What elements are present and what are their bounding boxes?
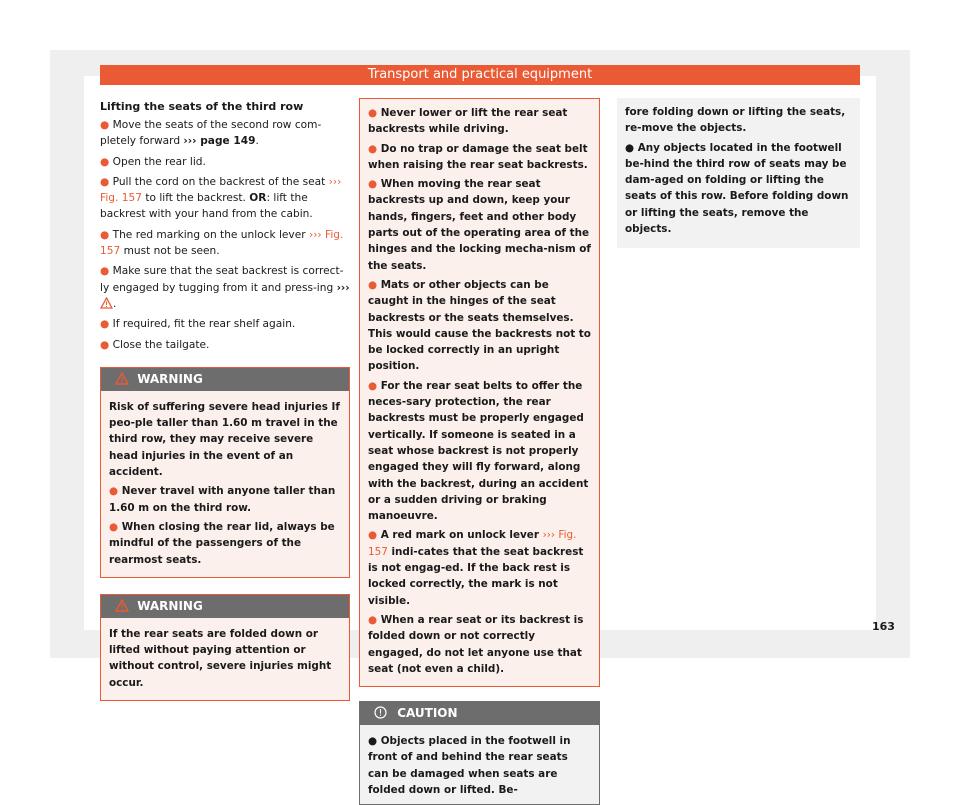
list-item: ● If required, fit the rear shelf again. <box>100 318 296 331</box>
column-2 <box>359 98 600 805</box>
bullet-icon: ● <box>368 613 378 626</box>
bullet-icon: ● <box>100 265 110 278</box>
page-number: 163 <box>872 620 895 633</box>
warning-title-bar <box>101 595 349 618</box>
list-item: ● Move the seats of the second row com-pletely forward ››› page 149. <box>100 119 322 148</box>
bullet-icon: ● <box>100 338 110 351</box>
bullet-icon: ● <box>368 178 378 191</box>
warning-box <box>100 594 350 701</box>
figure-link[interactable]: ››› Fig. 157 <box>100 228 344 258</box>
warning-item: ● Do no trap or damage the seat belt when raising the rear seat backrests. <box>368 142 588 171</box>
list-item: ● Pull the cord on the backrest of the seat ››› Fig. 157 to lift the backrest. OR: lift the backrest with your hand from the cabin. <box>100 175 342 221</box>
warning-item: ● For the rear seat belts to offer the neces-sary protection, the rear backrests must be properly engaged vertically. If someone is seated in a seat whose backrest is not properly engaged they will fly forward, along with the backrest, during an accident or a sudden driving or braking manoeuvre. <box>368 379 589 523</box>
bullet-icon: ● <box>100 175 110 188</box>
warning-item: ● Mats or other objects can be caught in the hinges of the seat backrests or the seats themselves. This would cause the backrests not to be locked correctly in an upright position. <box>368 278 591 373</box>
caution-box <box>359 701 600 805</box>
warning-item: ● When a rear seat or its backrest is folded down or not correctly engaged, do not let anyone use that seat (not even a child). <box>368 613 584 675</box>
bullet-icon: ● <box>100 318 110 331</box>
warning-item: ● Never lower or lift the rear seat backrests while driving. <box>368 107 568 136</box>
warning-triangle-icon <box>115 372 129 385</box>
bullet-icon: ● <box>100 119 110 131</box>
bullet-icon: ● <box>100 228 110 241</box>
section-heading: Lifting the seats of the third row <box>100 100 304 113</box>
list-item: ● The red marking on the unlock lever ››› Fig. 157 must not be seen. <box>100 228 344 258</box>
page-header: Transport and practical equipment <box>100 65 860 85</box>
bullet-icon: ● <box>625 141 635 154</box>
warning-label: WARNING <box>137 371 203 386</box>
warning-link[interactable]: ››› <box>336 281 350 294</box>
warning-item: ● Never travel with anyone taller than 1.60 m on the third row. <box>109 485 336 514</box>
info-circle-icon <box>374 706 387 719</box>
warning-text: Risk of suffering severe head injuries If peo-ple taller than 1.60 m travel in the third row, they may receive severe head injuries in the event of an accident. <box>109 400 340 479</box>
caution-label: CAUTION <box>397 706 458 721</box>
bullet-icon: ● <box>368 735 378 748</box>
bullet-icon: ● <box>368 142 378 155</box>
page-link[interactable]: ››› page 149 <box>183 135 256 148</box>
caution-item: ● Objects placed in the footwell in front of and behind the rear seats can be damaged when seats are folded down or lifted. Be- <box>368 735 571 796</box>
bullet-icon: ● <box>368 529 378 542</box>
figure-link[interactable]: ››› Fig. 157 <box>100 175 342 205</box>
list-item: ● Close the tailgate. <box>100 338 210 351</box>
warning-title-bar <box>101 368 349 391</box>
warning-item: ● When moving the rear seat backrests up and down, keep your hands, fingers, feet and other body parts out of the operating area of the hinges and the locking mecha-nism of the seats. <box>368 178 591 272</box>
bullet-icon: ● <box>368 278 378 291</box>
list-item: ● Make sure that the seat backrest is correct-ly engaged by tugging from it and press-ing ››› . <box>100 265 350 310</box>
bullet-icon: ● <box>100 155 110 168</box>
bullet-icon: ● <box>368 379 378 392</box>
warning-continued-box <box>359 98 600 687</box>
warning-label: WARNING <box>137 598 203 613</box>
warning-text: If the rear seats are folded down or lifted without paying attention or without control, severe injuries might occur. <box>109 627 332 689</box>
warning-box <box>100 367 350 578</box>
column-1 <box>100 98 350 701</box>
warning-triangle-icon <box>115 599 129 612</box>
caution-item: ● Any objects located in the footwell be-hind the third row of seats may be dam-aged on folding or lifting the seats of this row. Before folding down or lifting the seats, remove the objects. <box>625 141 849 236</box>
warning-triangle-icon <box>100 297 113 309</box>
bullet-icon: ● <box>109 520 119 533</box>
figure-link[interactable]: ››› Fig. 157 <box>368 529 577 558</box>
column-3 <box>617 98 860 248</box>
warning-item: ● A red mark on unlock lever ››› Fig. 157 indi-cates that the seat backrest is not engag-ed. If the back rest is locked correctly, the mark is not visible. <box>368 529 584 607</box>
list-item: ● Open the rear lid. <box>100 155 206 168</box>
caution-text: fore folding down or lifting the seats, re-move the objects. <box>625 106 846 135</box>
caution-continued-box <box>617 98 860 248</box>
bullet-icon: ● <box>109 485 119 498</box>
caution-title-bar <box>360 702 599 725</box>
bullet-icon: ● <box>368 107 378 119</box>
warning-item: ● When closing the rear lid, always be mindful of the passengers of the rearmost seats. <box>109 520 335 566</box>
